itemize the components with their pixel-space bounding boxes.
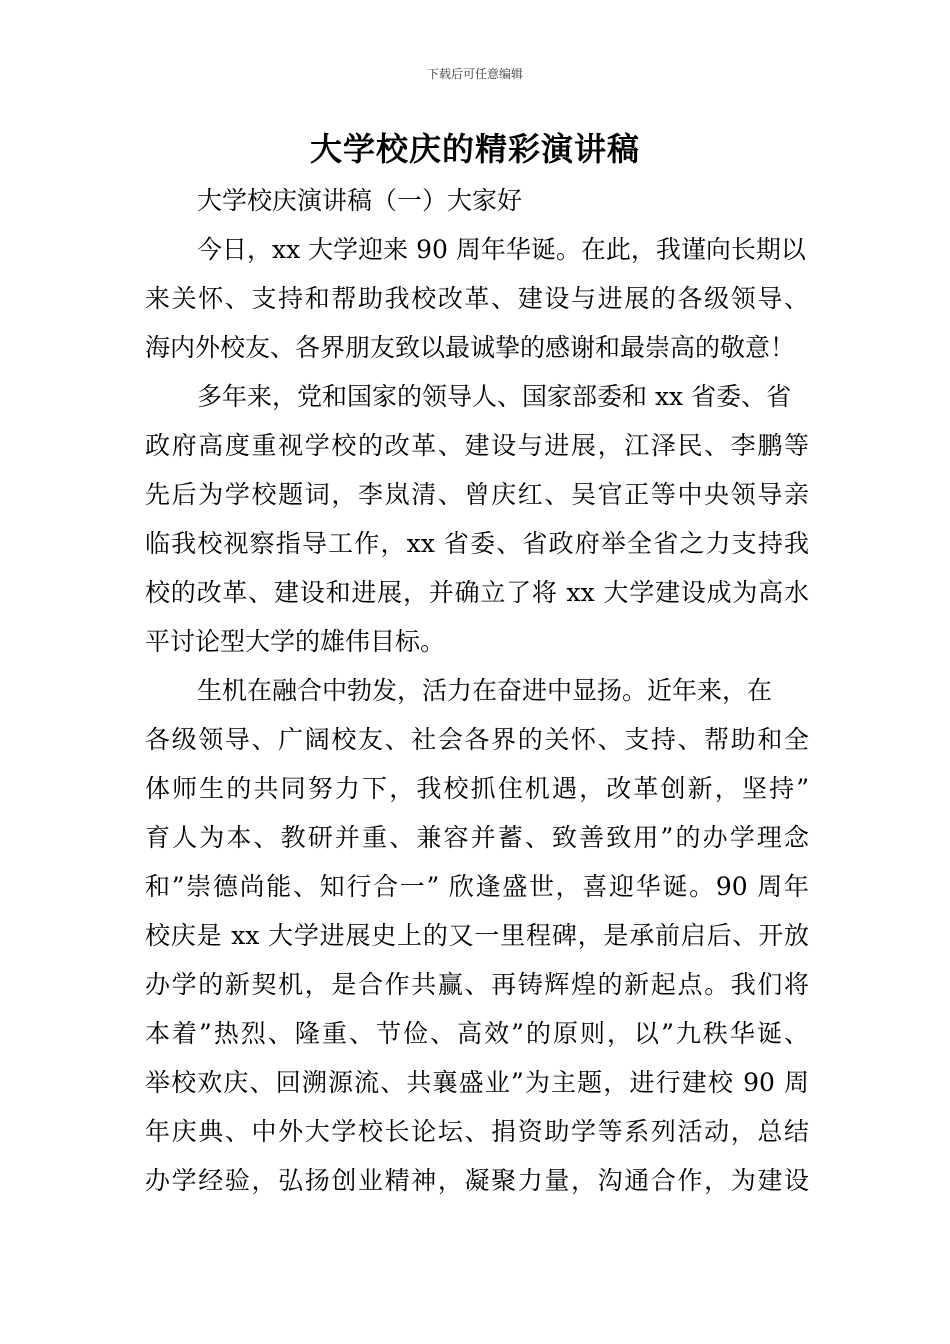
paragraph-line: 校庆是 xx 大学进展史上的又一里程碑，是承前启后、开放 [145,921,809,950]
paragraph-line: 校的改革、建设和进展，并确立了将 xx 大学建设成为高水 [145,578,809,607]
paragraph-line: 先后为学校题词，李岚清、曾庆红、吴官正等中央领导亲 [145,480,809,509]
paragraph-line: 来关怀、支持和帮助我校改革、建设与进展的各级领导、 [145,284,809,313]
paragraph-line: 举校欢庆、回溯源流、共襄盛业”为主题，进行建校 90 周 [145,1068,809,1097]
paragraph-line: 多年来，党和国家的领导人、国家部委和 xx 省委、省 [197,382,792,411]
paragraph-line: 办学的新契机，是合作共赢、再铸辉煌的新起点。我们将 [145,970,809,999]
paragraph-line: 海内外校友、各界朋友致以最诚挚的感谢和最崇高的敬意！ [145,333,796,362]
paragraph-line: 体师生的共同努力下，我校抓住机遇，改革创新，坚持” [145,774,809,803]
document-body [145,176,809,1205]
paragraph-line: 临我校视察指导工作，xx 省委、省政府举全省之力支持我 [145,529,809,558]
paragraph-line: 育人为本、教研并重、兼容并蓄、致善致用”的办学理念 [145,823,809,852]
page-title: 大学校庆的精彩演讲稿 [309,130,640,168]
paragraph-line: 年庆典、中外大学校长论坛、捐资助学等系列活动，总结 [145,1117,809,1146]
paragraph-line: 今日，xx 大学迎来 90 周年华诞。在此，我谨向长期以 [197,235,806,264]
paragraph-line: 办学经验，弘扬创业精神，凝聚力量，沟通合作，为建设 [145,1166,809,1195]
paragraph-line: 政府高度重视学校的改革、建设与进展，江泽民、李鹏等 [145,431,809,460]
paragraph-line: 本着”热烈、隆重、节俭、高效”的原则，以”九秩华诞、 [145,1019,809,1048]
paragraph-line: 和”崇德尚能、知行合一” 欣逢盛世，喜迎华诞。90 周年 [145,872,809,901]
paragraph-line: 平讨论型大学的雄伟目标。 [145,627,446,656]
header-note: 下载后可任意编辑 [426,67,523,81]
paragraph-line: 生机在融合中勃发，活力在奋进中显扬。近年来，在 [197,676,773,705]
paragraph-line: 大学校庆演讲稿（一）大家好 [197,186,523,215]
paragraph-line: 各级领导、广阔校友、社会各界的关怀、支持、帮助和全 [145,725,809,754]
